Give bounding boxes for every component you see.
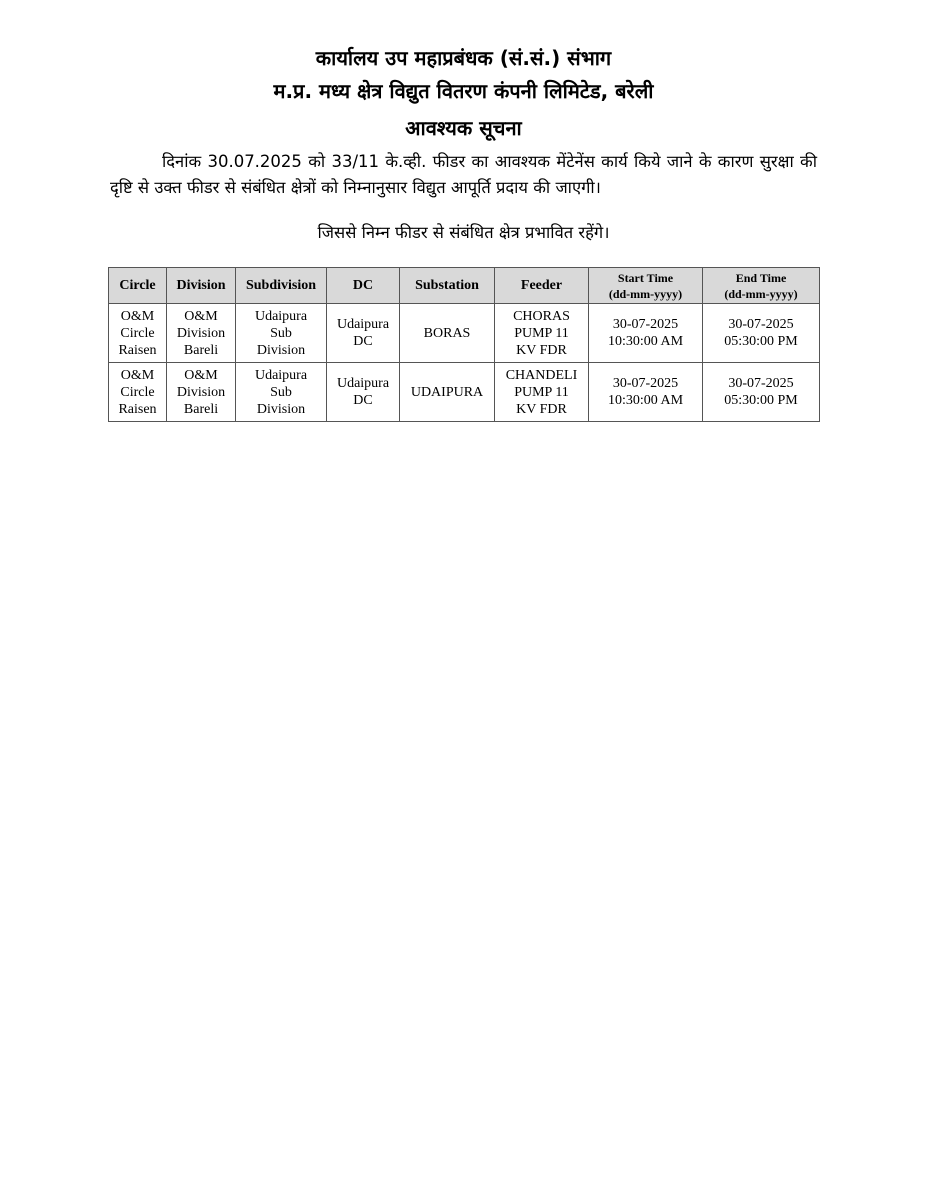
cell-text: O&M bbox=[120, 308, 155, 324]
cell-text: 30-07-2025 bbox=[612, 317, 679, 332]
cell-text: 30-07-2025 bbox=[728, 376, 794, 391]
header-end-time-format: (dd-mm-yyyy) bbox=[724, 286, 798, 301]
notice-heading: आवश्यक सूचना bbox=[405, 116, 522, 140]
cell-text: Udaipura bbox=[254, 308, 308, 324]
cell-text: DC bbox=[353, 393, 373, 408]
header-end-time-label: End Time bbox=[735, 270, 787, 285]
cell-circle bbox=[109, 363, 167, 422]
cell-start-time bbox=[589, 363, 703, 422]
cell-text: Udaipura bbox=[336, 317, 390, 332]
cell-text: 05:30:00 PM bbox=[724, 334, 798, 349]
header-end-time bbox=[703, 268, 820, 304]
header-feeder: Feeder bbox=[495, 268, 589, 304]
cell-text: PUMP 11 bbox=[514, 384, 569, 400]
cell-substation: BORAS bbox=[400, 304, 495, 363]
cell-text: DC bbox=[353, 334, 373, 349]
cell-text: Division bbox=[256, 342, 306, 358]
cell-text: O&M bbox=[184, 367, 218, 383]
header-substation: Substation bbox=[400, 268, 495, 304]
cell-text: 30-07-2025 bbox=[728, 317, 794, 332]
cell-substation: UDAIPURA bbox=[400, 363, 495, 422]
table-row bbox=[109, 363, 820, 422]
cell-text: KV FDR bbox=[516, 342, 567, 358]
cell-text: 05:30:00 PM bbox=[724, 393, 798, 408]
cell-start-time bbox=[589, 304, 703, 363]
cell-circle bbox=[109, 304, 167, 363]
maintenance-schedule-table bbox=[108, 267, 820, 422]
cell-text: Circle bbox=[120, 325, 155, 341]
company-title: म.प्र. मध्य क्षेत्र विद्युत वितरण कंपनी लिमिटेड, बरेली bbox=[273, 79, 654, 103]
cell-text: KV FDR bbox=[516, 401, 567, 417]
table-header-row bbox=[109, 268, 820, 304]
cell-text: Raisen bbox=[118, 401, 157, 417]
header-division: Division bbox=[167, 268, 236, 304]
cell-subdivision bbox=[236, 363, 327, 422]
header-start-time-format: (dd-mm-yyyy) bbox=[608, 286, 683, 301]
cell-text: CHORAS bbox=[513, 308, 570, 324]
cell-division bbox=[167, 304, 236, 363]
cell-text: CHANDELI bbox=[505, 367, 578, 383]
cell-text: Sub bbox=[270, 384, 292, 400]
office-title: कार्यालय उप महाप्रबंधक (सं.सं.) संभाग bbox=[315, 46, 612, 70]
notice-paragraph: दिनांक 30.07.2025 को 33/11 के.व्ही. फीडर का आवश्यक मेंटेनेंस कार्य किये जाने के कारण सुरक्षा की दृष्टि से उक्त फीडर से संबंधित क्षेत्रों को निम्नानुसार विद्युत आपूर्ति प्रदाय की जाएगी। bbox=[110, 152, 817, 197]
cell-text: Bareli bbox=[183, 401, 219, 417]
cell-dc bbox=[327, 363, 400, 422]
cell-text: O&M bbox=[120, 367, 155, 383]
cell-text: 10:30:00 AM bbox=[607, 334, 684, 349]
cell-feeder bbox=[495, 304, 589, 363]
header-dc: DC bbox=[327, 268, 400, 304]
affected-areas-line: जिससे निम्न फीडर से संबंधित क्षेत्र प्रभावित रहेंगे। bbox=[317, 223, 610, 242]
cell-dc bbox=[327, 304, 400, 363]
cell-subdivision bbox=[236, 304, 327, 363]
cell-division bbox=[167, 363, 236, 422]
header-subdivision: Subdivision bbox=[236, 268, 327, 304]
cell-text: PUMP 11 bbox=[514, 325, 569, 341]
cell-text: Raisen bbox=[118, 342, 157, 358]
cell-text: O&M bbox=[184, 308, 218, 324]
cell-text: Division bbox=[176, 384, 226, 400]
cell-text: Bareli bbox=[183, 342, 219, 358]
header-start-time-label: Start Time bbox=[617, 270, 674, 285]
cell-text: 30-07-2025 bbox=[612, 376, 679, 391]
cell-end-time bbox=[703, 304, 820, 363]
header-start-time bbox=[589, 268, 703, 304]
cell-feeder bbox=[495, 363, 589, 422]
cell-text: Udaipura bbox=[254, 367, 308, 383]
cell-text: Division bbox=[256, 401, 306, 417]
cell-text: Circle bbox=[120, 384, 155, 400]
header-circle: Circle bbox=[109, 268, 167, 304]
table-row bbox=[109, 304, 820, 363]
cell-text: Udaipura bbox=[336, 376, 390, 391]
cell-text: Division bbox=[176, 325, 226, 341]
cell-text: Sub bbox=[270, 325, 292, 341]
cell-end-time bbox=[703, 363, 820, 422]
cell-text: 10:30:00 AM bbox=[607, 393, 684, 408]
